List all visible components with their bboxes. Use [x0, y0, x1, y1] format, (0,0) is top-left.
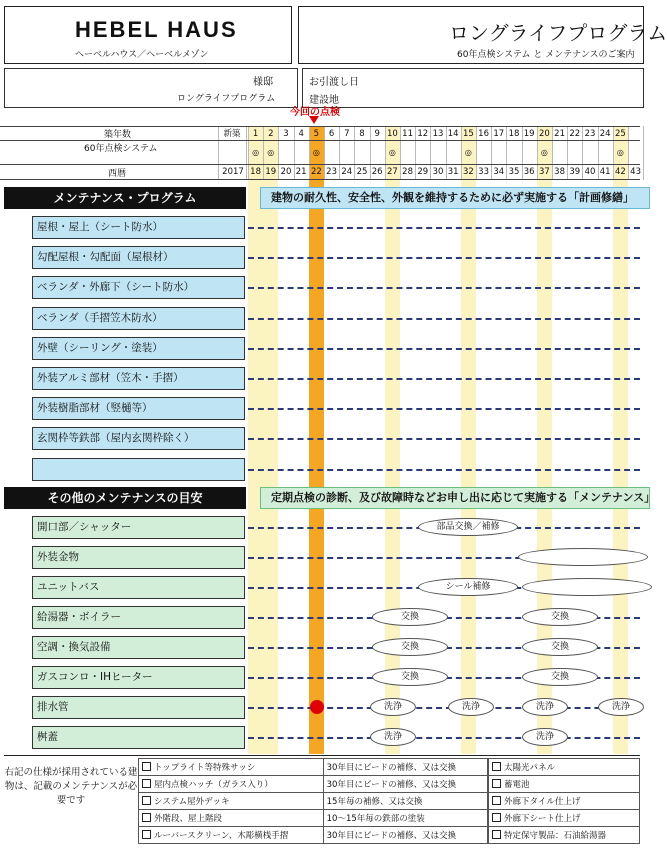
calendar-year-cell: 30 [432, 167, 444, 177]
other-maintenance-item: 開口部／シャッター [32, 516, 245, 539]
age-row-label: 築年数 [104, 130, 132, 140]
year-cell: 23 [584, 129, 596, 139]
maintenance-program-timeline [248, 348, 640, 350]
spec-row-right [489, 776, 640, 793]
other-maintenance-item: ユニットバス [32, 576, 245, 599]
calendar-year-cell: 40 [584, 167, 596, 177]
spec-item[interactable] [139, 759, 324, 776]
year-cell: 20 [538, 129, 550, 139]
spec-right-label: 外廊下タイル仕上げ [504, 797, 581, 807]
spec-item-label: システム屋外デッキ [154, 797, 230, 807]
calendar-year-cell: 37 [538, 167, 550, 177]
program-name: ロングライフプログラム [177, 94, 276, 104]
inspection-mark-icon: ◎ [464, 148, 472, 157]
replace-marker: 交換 [372, 608, 448, 626]
brand-logo: HEBEL HAUS [75, 17, 238, 42]
other-maintenance-banner: 定期点検の診断、及び故障時などお申し出に応じて実施する「メンテナンス」 [260, 487, 650, 509]
year-cell: 6 [328, 129, 335, 139]
spec-item-label: ルーバースクリーン、木彫横桟手摺 [154, 831, 289, 841]
spec-detail: 10〜15年毎の鉄部の塗装 [323, 810, 487, 827]
calendar-row-label: 西暦 [108, 169, 127, 179]
year-cell: 24 [599, 129, 611, 139]
checkbox[interactable] [142, 779, 151, 788]
calendar-year-cell: 26 [371, 167, 383, 177]
calendar-year-cell: 43 [630, 167, 641, 177]
year-cell: 10 [386, 129, 398, 139]
handover-label: お引渡し日 [309, 77, 359, 88]
year-cell: 5 [313, 129, 320, 139]
other-maintenance-item: 外装金物 [32, 546, 245, 569]
replace-marker: 交換 [522, 638, 598, 656]
clean-marker: 洗浄 [448, 698, 494, 716]
year-cell: 13 [432, 129, 444, 139]
calendar-year-cell: 24 [341, 167, 353, 177]
calendar-year-cell: 29 [417, 167, 429, 177]
checkbox[interactable] [492, 830, 501, 839]
spec-right-item[interactable] [489, 827, 640, 844]
calendar-year-cell: 33 [478, 167, 489, 177]
other-maintenance-item: 桝蓋 [32, 726, 245, 749]
spec-right-item[interactable] [489, 759, 640, 776]
grid-line [0, 179, 640, 180]
new-build-label: 新築 [223, 129, 241, 139]
maintenance-program-item: ベランダ（手摺笠木防水） [32, 307, 245, 330]
replace-marker: 交換 [372, 638, 448, 656]
checkbox[interactable] [492, 762, 501, 771]
checkbox[interactable] [492, 796, 501, 805]
spec-detail: 30年目にビードの補修、又は交換 [323, 759, 487, 776]
calendar-year-cell: 18 [250, 167, 261, 177]
calendar-year-cell: 27 [386, 167, 398, 177]
maintenance-program-item: 外装樹脂部材（竪樋等） [32, 397, 245, 420]
spec-table-right [488, 758, 640, 844]
calendar-year-cell: 19 [265, 167, 277, 177]
other-maintenance-timeline [248, 737, 640, 739]
checkbox[interactable] [492, 779, 501, 788]
title-box [298, 6, 667, 64]
replace-marker: 交換 [522, 608, 598, 626]
spec-detail: 15年毎の補修、又は交換 [323, 793, 487, 810]
year-cell: 12 [417, 129, 429, 139]
year-cell: 18 [508, 129, 520, 139]
calendar-year-cell: 25 [356, 167, 368, 177]
inspection-mark-icon: ◎ [312, 148, 320, 157]
spec-item-label: トップライト等特殊サッシ [154, 763, 256, 773]
maintenance-program-timeline [248, 318, 640, 320]
maintenance-program-title: メンテナンス・プログラム [4, 187, 246, 209]
spec-right-item[interactable] [489, 793, 640, 810]
brand-box [4, 6, 292, 64]
inspection-mark-icon: ◎ [267, 148, 275, 157]
inspection-row-label: 60年点検システム [84, 144, 158, 154]
maintenance-program-timeline [248, 438, 640, 440]
bath-marker [522, 578, 652, 596]
maintenance-program-item: 外装アルミ部材（笠木・手摺） [32, 367, 245, 390]
spec-item[interactable] [139, 793, 324, 810]
checkbox[interactable] [142, 762, 151, 771]
spec-detail: 30年目にビードの補修、又は交換 [323, 827, 487, 844]
spec-table [138, 758, 488, 844]
year-cell: 25 [614, 129, 626, 139]
other-maintenance-title: その他のメンテナンスの目安 [4, 487, 246, 509]
spec-row-right [489, 759, 640, 776]
special-spec-footer [4, 755, 640, 847]
maintenance-program-item [32, 458, 245, 481]
spec-row [139, 759, 488, 776]
spec-right-label: 外廊下シート仕上げ [504, 814, 581, 824]
spec-right-label: 太陽光パネル [504, 763, 556, 773]
calendar-year-cell: 39 [569, 167, 581, 177]
maintenance-program-item: 外壁（シーリング・塗装） [32, 337, 245, 360]
spec-row-right [489, 810, 640, 827]
inspection-mark-icon: ◎ [540, 148, 548, 157]
maintenance-program-item: 屋根・屋上（シート防水） [32, 216, 245, 239]
year-cell: 15 [462, 129, 474, 139]
calendar-year-cell: 28 [402, 167, 413, 177]
other-maintenance-item: 空調・換気設備 [32, 636, 245, 659]
replace-marker: 交換 [522, 668, 598, 686]
year-cell: 9 [374, 129, 380, 139]
maintenance-program-timeline [248, 378, 640, 380]
current-status-dot-icon [310, 700, 324, 714]
page-subtitle: 60年点検システム と メンテナンスのご案内 [457, 50, 635, 60]
replace-marker: 交換 [372, 668, 448, 686]
clean-marker: 洗浄 [370, 728, 416, 746]
property-box [302, 68, 644, 108]
maintenance-program-timeline [248, 227, 640, 229]
hardware-marker [518, 548, 648, 566]
maintenance-program-item: 玄関枠等鉄部（屋内玄関枠除く） [32, 427, 245, 450]
year-cell: 22 [569, 129, 581, 139]
checkbox[interactable] [142, 830, 151, 839]
owner-suffix: 様邸 [253, 77, 273, 88]
brand-subtitle: ヘーベルハウス／ヘーベルメゾン [75, 50, 209, 60]
spec-detail: 30年目にビードの補修、又は交換 [323, 776, 487, 793]
spec-right-label: 特定保守製品：石油給湯器 [504, 831, 607, 841]
spec-right-item[interactable] [489, 776, 640, 793]
inspection-mark-icon: ◎ [616, 148, 624, 157]
maintenance-program-timeline [248, 257, 640, 259]
parts-replace-marker: 部品交換／補修 [418, 518, 518, 536]
calendar-year-cell: 31 [447, 167, 459, 177]
spec-row-right [489, 827, 640, 844]
spec-row [139, 776, 488, 793]
current-check-arrow-icon [309, 116, 319, 124]
spec-item-label: 屋内点検ハッチ（ガラス入り） [154, 780, 273, 790]
grid-column-line [643, 126, 644, 180]
spec-right-item[interactable] [489, 810, 640, 827]
owner-box [4, 68, 298, 108]
inspection-mark-icon: ◎ [252, 148, 260, 157]
spec-right-label: 蓄電池 [504, 780, 530, 790]
year-cell: 21 [554, 129, 565, 139]
other-maintenance-item: 給湯器・ボイラー [32, 606, 245, 629]
calendar-year-cell: 23 [326, 167, 337, 177]
clean-marker: 洗浄 [522, 698, 568, 716]
calendar-year-cell: 22 [310, 167, 322, 177]
seal-repair-marker: シール補修 [418, 578, 518, 596]
calendar-year-cell: 32 [462, 167, 474, 177]
year-cell: 2 [268, 129, 274, 139]
spec-item[interactable] [139, 810, 324, 827]
maintenance-program-timeline [248, 408, 640, 410]
year-cell: 11 [402, 129, 413, 139]
clean-marker: 洗浄 [370, 698, 416, 716]
year-cell: 19 [523, 129, 535, 139]
maintenance-program-timeline [248, 469, 640, 471]
calendar-year-cell: 36 [523, 167, 535, 177]
calendar-year-cell: 38 [554, 167, 565, 177]
other-maintenance-item: 排水管 [32, 696, 245, 719]
checkbox[interactable] [492, 813, 501, 822]
spec-item-label: 外階段、屋上階段 [154, 814, 223, 824]
calendar-first-year: 2017 [222, 167, 244, 177]
checkbox[interactable] [142, 813, 151, 822]
page-title: ロングライフプログラム [449, 21, 667, 45]
spec-row-right [489, 793, 640, 810]
inspection-mark-icon: ◎ [388, 148, 396, 157]
calendar-year-cell: 35 [508, 167, 520, 177]
year-cell: 7 [344, 129, 350, 139]
spec-row [139, 810, 488, 827]
other-maintenance-item: ガスコンロ・IHヒーター [32, 666, 245, 689]
site-label: 建設地 [309, 95, 339, 106]
year-cell: 14 [447, 129, 459, 139]
spec-item[interactable] [139, 776, 324, 793]
year-cell: 16 [478, 129, 489, 139]
year-cell: 1 [252, 129, 259, 139]
maintenance-program-banner: 建物の耐久性、安全性、外観を維持するために必ず実施する「計画修繕」 [260, 187, 650, 209]
maintenance-program-item: 勾配屋根・勾配面（屋根材） [32, 246, 245, 269]
calendar-year-cell: 21 [295, 167, 307, 177]
spec-item[interactable] [139, 827, 324, 844]
year-cell: 4 [298, 129, 304, 139]
maintenance-program-item: ベランダ・外廊下（シート防水） [32, 276, 245, 299]
clean-marker: 洗浄 [522, 728, 568, 746]
maintenance-program-timeline [248, 287, 640, 289]
checkbox[interactable] [142, 796, 151, 805]
current-check-label: 今回の点検 [290, 107, 340, 118]
calendar-year-cell: 20 [280, 167, 292, 177]
footer-note: 右記の仕様が採用されている建物は、記載のメンテナンスが必要です [4, 767, 138, 806]
year-cell: 8 [359, 129, 365, 139]
clean-marker: 洗浄 [598, 698, 644, 716]
year-cell: 3 [283, 129, 289, 139]
calendar-year-cell: 41 [599, 167, 611, 177]
spec-row [139, 793, 488, 810]
calendar-year-cell: 42 [614, 167, 626, 177]
other-maintenance-timeline [248, 707, 640, 709]
year-cell: 17 [493, 129, 505, 139]
calendar-year-cell: 34 [493, 167, 505, 177]
spec-row [139, 827, 488, 844]
